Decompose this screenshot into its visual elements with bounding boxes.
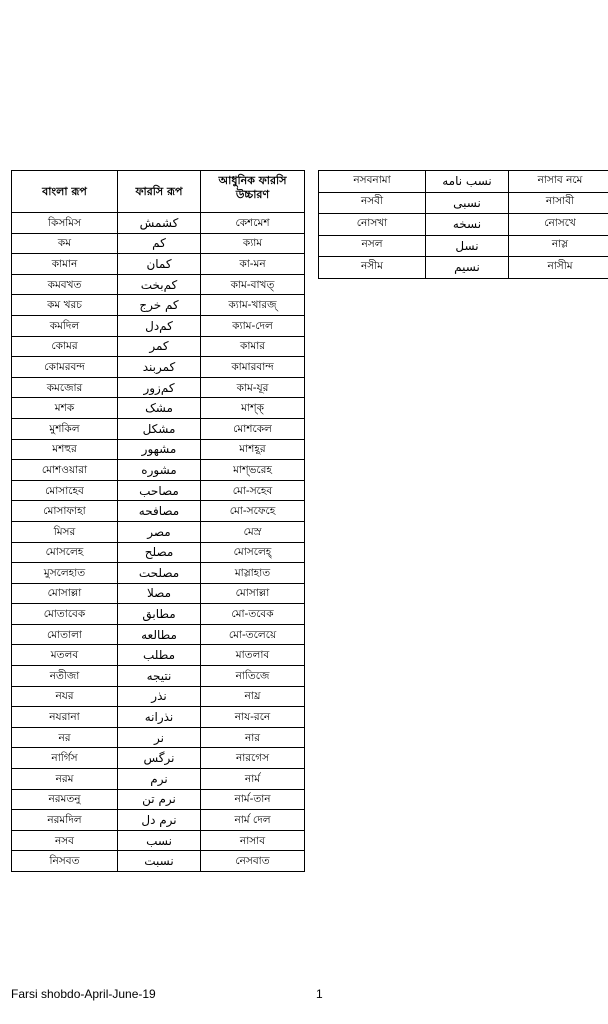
table-row — [12, 604, 305, 625]
cell-farsi: نسبت — [118, 851, 201, 872]
cell-bangla: নিসবত — [12, 851, 118, 872]
cell-farsi: کشمش — [118, 213, 201, 234]
cell-farsi: کم‌زور — [118, 377, 201, 398]
cell-farsi: مصافحه — [118, 501, 201, 522]
cell-bangla: নরমদিল — [12, 810, 118, 831]
cell-bangla: মোতালা — [12, 624, 118, 645]
cell-bangla: নসল — [319, 235, 426, 257]
main-word-table — [11, 170, 305, 872]
table-row — [12, 460, 305, 481]
cell-bangla: কোমরবন্দ — [12, 357, 118, 378]
table-row — [319, 171, 608, 193]
cell-bangla: নযর — [12, 686, 118, 707]
cell-pronunciation: নার্ম-তান — [201, 789, 305, 810]
cell-pronunciation: কাম-বাখত্ — [201, 274, 305, 295]
cell-bangla: নোসখা — [319, 214, 426, 236]
cell-pronunciation: নাসীম — [509, 257, 608, 279]
table-row — [319, 214, 608, 236]
table-row — [12, 439, 305, 460]
cell-pronunciation: মাশ্ক্ — [201, 398, 305, 419]
table-row — [12, 233, 305, 254]
cell-farsi: نرم تن — [118, 789, 201, 810]
cell-bangla: মোসাল্লা — [12, 583, 118, 604]
cell-pronunciation: কেশমেশ — [201, 213, 305, 234]
cell-pronunciation: মো-সহেব — [201, 480, 305, 501]
cell-farsi: مصر — [118, 521, 201, 542]
cell-farsi: نسیم — [426, 257, 509, 279]
cell-farsi: نتیجه — [118, 666, 201, 687]
cell-farsi: کم خرج — [118, 295, 201, 316]
table-row — [12, 357, 305, 378]
cell-farsi: کمربند — [118, 357, 201, 378]
cell-bangla: নরমতনু — [12, 789, 118, 810]
cell-bangla: মশক — [12, 398, 118, 419]
table-row — [319, 235, 608, 257]
cell-farsi: مطابق — [118, 604, 201, 625]
cell-pronunciation: কাম-যূর — [201, 377, 305, 398]
table-row — [12, 789, 305, 810]
cell-bangla: মোসাহেব — [12, 480, 118, 501]
cell-bangla: কামান — [12, 254, 118, 275]
cell-farsi: کمر — [118, 336, 201, 357]
cell-bangla: নসীম — [319, 257, 426, 279]
cell-bangla: মুশকিল — [12, 418, 118, 439]
table-row — [12, 336, 305, 357]
cell-pronunciation: নার্ম দেল — [201, 810, 305, 831]
cell-bangla: নসব — [12, 830, 118, 851]
table-row — [12, 315, 305, 336]
cell-pronunciation: ক্যাম-খারজ্ — [201, 295, 305, 316]
cell-bangla: নার্গিস — [12, 748, 118, 769]
cell-pronunciation: কামার — [201, 336, 305, 357]
cell-pronunciation: মোশকেল — [201, 418, 305, 439]
table-row — [12, 624, 305, 645]
cell-pronunciation: নোসখে — [509, 214, 608, 236]
cell-bangla: মোসাফাহা — [12, 501, 118, 522]
cell-farsi: مشهور — [118, 439, 201, 460]
cell-farsi: مشک — [118, 398, 201, 419]
cell-bangla: কমজোর — [12, 377, 118, 398]
table-row — [12, 254, 305, 275]
table-row — [319, 257, 608, 279]
cell-farsi: نسب نامه — [426, 171, 509, 193]
cell-pronunciation: মাশ্ভরেহ — [201, 460, 305, 481]
cell-farsi: مطلب — [118, 645, 201, 666]
cell-pronunciation: মোসাল্লা — [201, 583, 305, 604]
cell-farsi: مصاحب — [118, 480, 201, 501]
cell-pronunciation: মাস্লাহাত — [201, 563, 305, 584]
cell-farsi: نرم دل — [118, 810, 201, 831]
main-table-body — [12, 213, 305, 872]
cell-farsi: کمان — [118, 254, 201, 275]
table-row — [12, 480, 305, 501]
cell-farsi: کم — [118, 233, 201, 254]
cell-farsi: نسخه — [426, 214, 509, 236]
table-row — [12, 398, 305, 419]
cell-bangla: মোশওয়ারা — [12, 460, 118, 481]
table-row — [12, 274, 305, 295]
cell-pronunciation: নার — [201, 727, 305, 748]
cell-farsi: کم‌بخت — [118, 274, 201, 295]
cell-pronunciation: মো-তবেক — [201, 604, 305, 625]
table-row — [12, 563, 305, 584]
cell-pronunciation: নায্র — [201, 686, 305, 707]
cell-pronunciation: মাশহূর — [201, 439, 305, 460]
cell-pronunciation: নাসাব — [201, 830, 305, 851]
side-table-body — [319, 171, 608, 279]
header-row — [12, 171, 305, 213]
table-row — [12, 645, 305, 666]
cell-farsi: مصلحت — [118, 563, 201, 584]
cell-bangla: মিসর — [12, 521, 118, 542]
cell-farsi: مصلح — [118, 542, 201, 563]
footer-text: Farsi shobdo-April-June-19 — [11, 987, 156, 1001]
cell-pronunciation: নাতিজে — [201, 666, 305, 687]
cell-bangla: নসবনামা — [319, 171, 426, 193]
cell-pronunciation: মোসলেহ্ — [201, 542, 305, 563]
cell-pronunciation: নারগেস — [201, 748, 305, 769]
table-row — [12, 542, 305, 563]
table-row — [12, 295, 305, 316]
table-row — [12, 213, 305, 234]
cell-bangla: মোসলেহ — [12, 542, 118, 563]
cell-farsi: نرم — [118, 769, 201, 790]
cell-farsi: نذرانه — [118, 707, 201, 728]
cell-bangla: নসবী — [319, 192, 426, 214]
header-farsi: ফারসি রূপ — [118, 171, 201, 213]
cell-bangla: মুসলেহাত — [12, 563, 118, 584]
table-row — [12, 377, 305, 398]
cell-farsi: مصلا — [118, 583, 201, 604]
table-row — [12, 418, 305, 439]
table-row — [12, 583, 305, 604]
cell-pronunciation: নাস্ল — [509, 235, 608, 257]
table-row — [12, 727, 305, 748]
table-row — [12, 830, 305, 851]
cell-farsi: مشوره — [118, 460, 201, 481]
table-row — [12, 521, 305, 542]
cell-bangla: কমদিল — [12, 315, 118, 336]
cell-pronunciation: মো-তলেয়ে — [201, 624, 305, 645]
page-number: 1 — [316, 987, 323, 1001]
cell-pronunciation: ক্যাম — [201, 233, 305, 254]
cell-pronunciation: কা-মন — [201, 254, 305, 275]
table-row — [12, 686, 305, 707]
cell-pronunciation: নাসাব নমে — [509, 171, 608, 193]
cell-pronunciation: নেসবাত — [201, 851, 305, 872]
cell-farsi: نسب — [118, 830, 201, 851]
cell-farsi: نرگس — [118, 748, 201, 769]
cell-pronunciation: মো-সফেহে — [201, 501, 305, 522]
table-row — [12, 748, 305, 769]
cell-farsi: نر — [118, 727, 201, 748]
cell-pronunciation: নাসাবী — [509, 192, 608, 214]
table-row — [12, 851, 305, 872]
cell-farsi: نسبی — [426, 192, 509, 214]
cell-pronunciation: নার্ম — [201, 769, 305, 790]
cell-bangla: মতলব — [12, 645, 118, 666]
table-row — [12, 810, 305, 831]
cell-farsi: کم‌دل — [118, 315, 201, 336]
cell-bangla: কোমর — [12, 336, 118, 357]
header-bangla: বাংলা রূপ — [12, 171, 118, 213]
cell-farsi: مطالعه — [118, 624, 201, 645]
cell-bangla: কম খরচ — [12, 295, 118, 316]
cell-pronunciation: ক্যাম-দেল — [201, 315, 305, 336]
cell-bangla: নরম — [12, 769, 118, 790]
cell-pronunciation: কামারবান্দ — [201, 357, 305, 378]
cell-bangla: নযরানা — [12, 707, 118, 728]
table-row — [12, 769, 305, 790]
header-pronunciation: আধুনিক ফারসি উচ্চারণ — [201, 171, 305, 213]
table-row — [12, 707, 305, 728]
cell-pronunciation: মেস্র — [201, 521, 305, 542]
table-row — [319, 192, 608, 214]
table-row — [12, 501, 305, 522]
cell-bangla: কিসমিস — [12, 213, 118, 234]
cell-farsi: نسل — [426, 235, 509, 257]
cell-farsi: مشکل — [118, 418, 201, 439]
cell-pronunciation: মাতলাব — [201, 645, 305, 666]
cell-bangla: মোতাবেক — [12, 604, 118, 625]
cell-pronunciation: নায-রনে — [201, 707, 305, 728]
cell-bangla: নতীজা — [12, 666, 118, 687]
cell-bangla: কম — [12, 233, 118, 254]
cell-farsi: نذر — [118, 686, 201, 707]
cell-bangla: নর — [12, 727, 118, 748]
cell-bangla: কমবখত — [12, 274, 118, 295]
cell-bangla: মশহুর — [12, 439, 118, 460]
table-row — [12, 666, 305, 687]
side-word-table — [318, 170, 608, 279]
